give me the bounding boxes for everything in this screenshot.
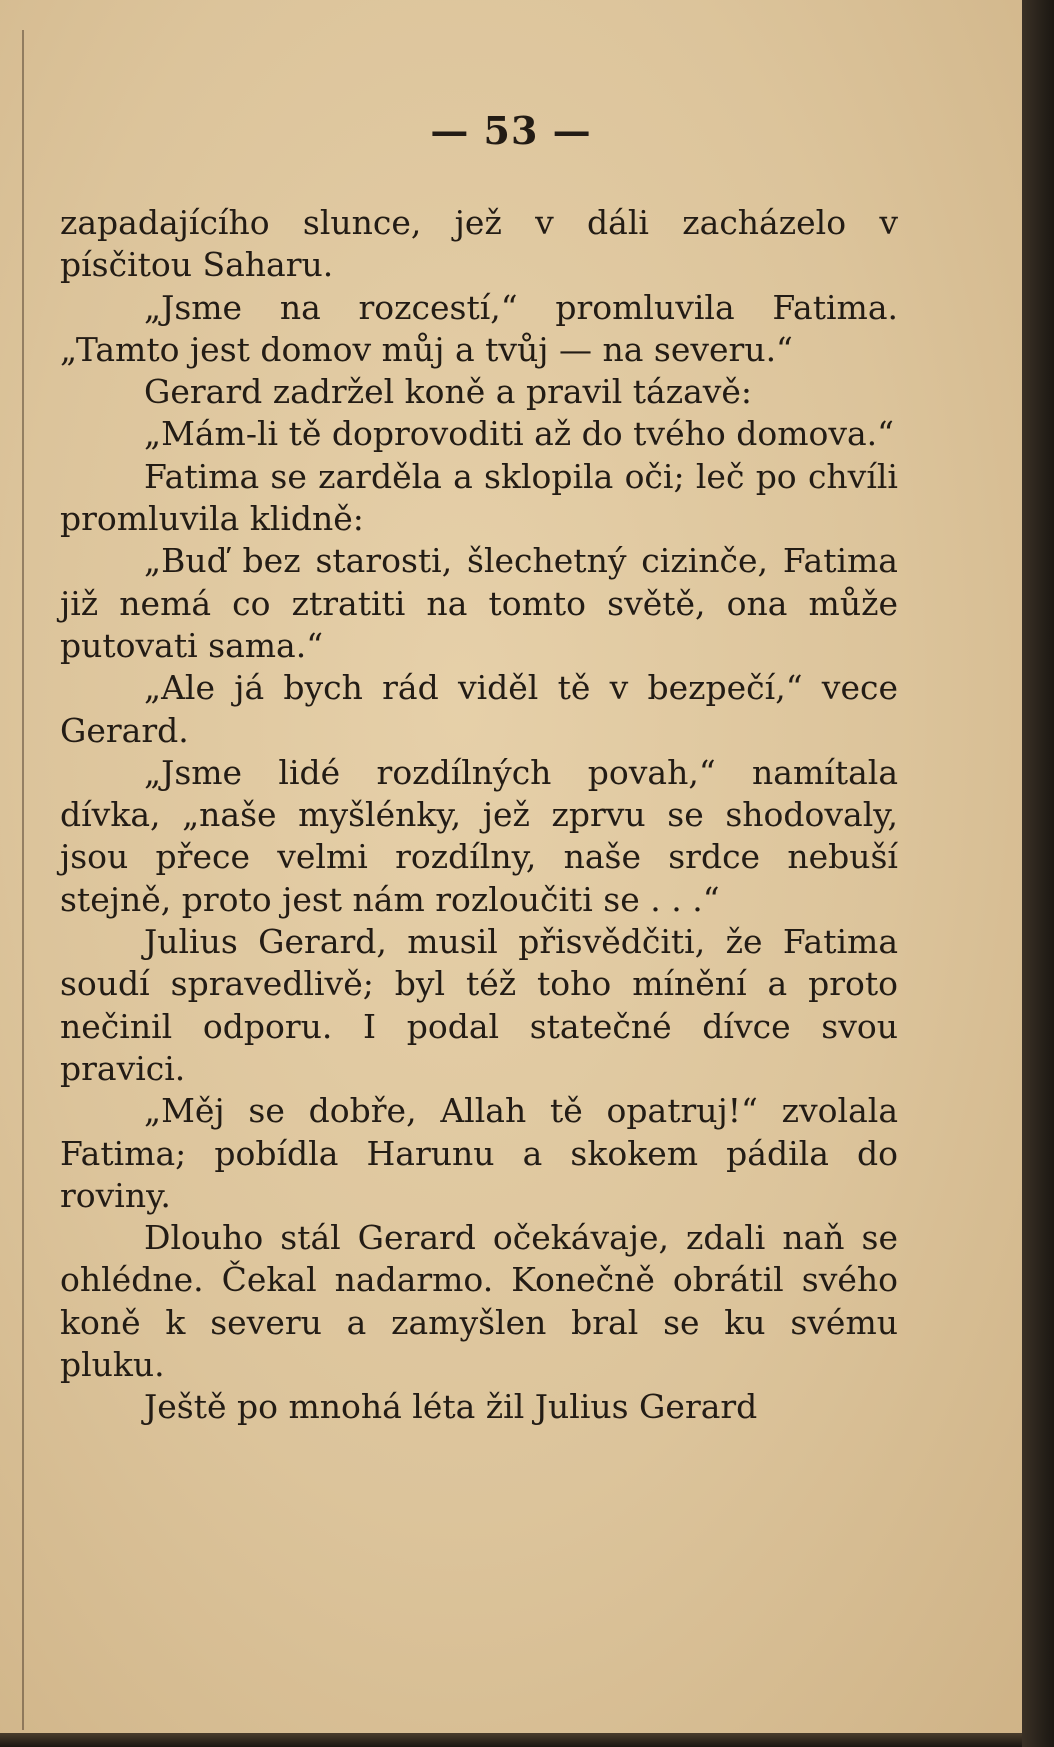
paragraph: „Ale já bych rád viděl tě v bezpečí,“ vece Gerard. [60,668,898,750]
paragraph: Dlouho stál Gerard očekávaje, zdali naň se ohlédne. Čekal nadarmo. Konečně obrátil svého koně k severu a zamyšlen bral se ku svému pluku. [60,1218,898,1385]
paragraph: „Mám-li tě doprovoditi až do tvého domova.“ [144,414,895,454]
binding-line [22,30,24,1730]
paragraph: Julius Gerard, musil přisvědčiti, že Fatima soudí spravedlivě; byl též toho mínění a proto nečinil odporu. I podal statečné dívce svou pravici. [60,922,898,1088]
page-number: — 53 — [430,108,592,153]
body-text [60,202,898,1429]
paragraph: Fatima se zarděla a sklopila oči; leč po chvíli promluvila klidně: [60,456,898,539]
page-bottom-edge [0,1733,1022,1747]
paragraph: Ještě po mnohá léta žil Julius Gerard [144,1387,758,1427]
page-right-edge [1022,0,1054,1747]
paragraph: „Měj se dobře, Allah tě opatruj!“ zvolala Fatima; pobídla Harunu a skokem pádila do roviny. [60,1091,898,1215]
paragraph: „Jsme lidé rozdílných povah,“ namítala dívka, „naše myšlénky, jež zprvu se shodovaly, jsou přece velmi rozdílny, naše srdce nebuší stejně, proto jest nám rozloučiti se . . .“ [60,752,898,919]
paragraph: „Jsme na rozcestí,“ promluvila Fatima. „Tamto jest domov můj a tvůj — na severu.“ [60,287,898,369]
paragraph: zapadajícího slunce, jež v dáli zacházelo v písčitou Saharu. [60,203,898,285]
paragraph: „Buď bez starosti, šlechetný cizinče, Fatima již nemá co ztratiti na tomto světě, ona může putovati sama.“ [60,541,898,665]
paragraph: Gerard zadržel koně a pravil tázavě: [144,372,753,412]
